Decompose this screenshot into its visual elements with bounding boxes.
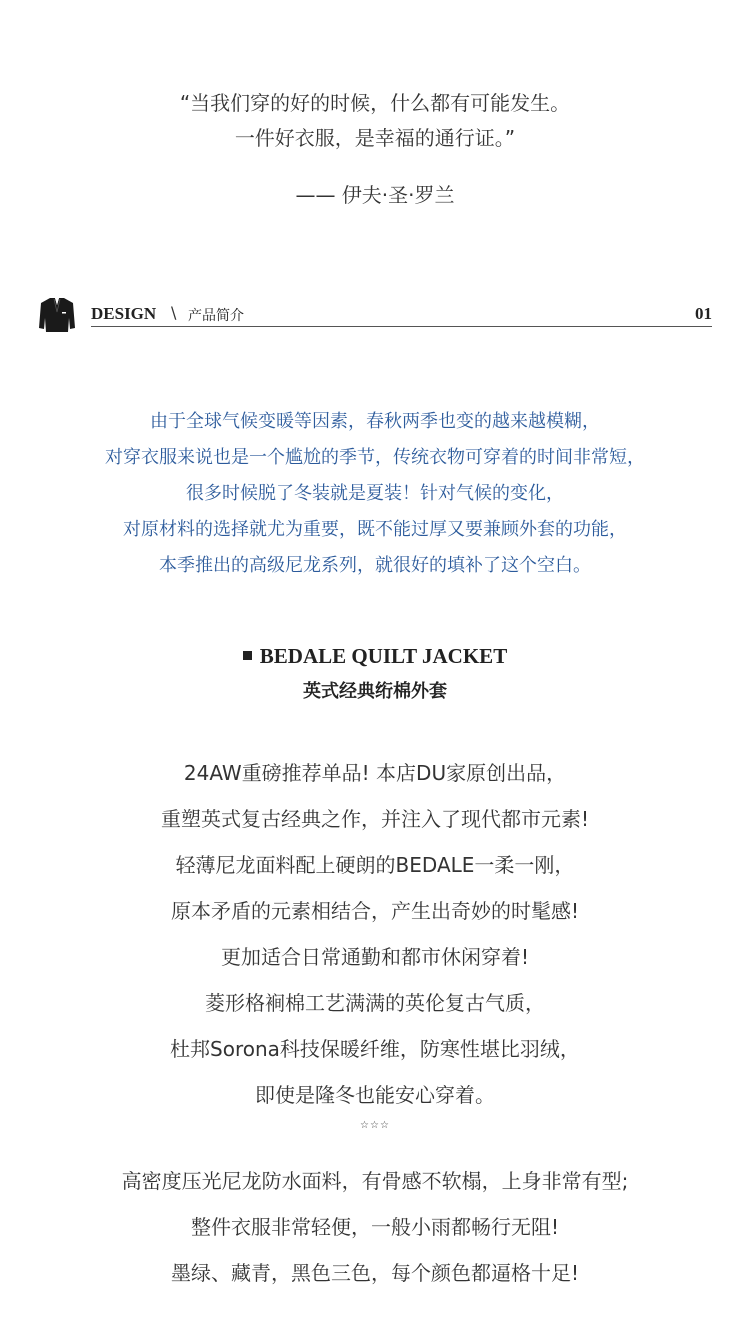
- section-number: 01: [695, 304, 712, 323]
- description-line: 整件衣服非常轻便，一般小雨都畅行无阻!: [190, 1215, 560, 1239]
- description-line: 即使是隆冬也能安心穿着。: [255, 1083, 495, 1107]
- description-line: 重塑英式复古经典之作，并注入了现代都市元素!: [160, 807, 590, 831]
- description-line: 更加适合日常通勤和都市休闲穿着!: [220, 945, 530, 969]
- section-header: [38, 296, 712, 336]
- description-line: 杜邦Sorona科技保暖纤维，防寒性堪比羽绒，: [170, 1037, 580, 1061]
- intro-line: 由于全球气候变暖等因素，春秋两季也变的越来越模糊，: [150, 411, 600, 432]
- quote-line: “当我们穿的好的时候，什么都有可能发生。: [179, 91, 571, 115]
- description-block-2: [0, 1158, 750, 1296]
- square-bullet-icon: [243, 651, 252, 660]
- jacket-icon: [38, 296, 76, 334]
- product-title: [0, 644, 750, 669]
- description-block: [0, 750, 750, 1118]
- design-subtitle: 产品简介: [188, 308, 244, 324]
- description-line: 菱形格裥棉工艺满满的英伦复古气质，: [205, 991, 545, 1015]
- quote-block: [0, 86, 750, 213]
- quote-author: —— 伊夫·圣·罗兰: [295, 183, 455, 207]
- intro-line: 对原材料的选择就尤为重要，既不能过厚又要兼顾外套的功能，: [123, 519, 627, 540]
- design-label: DESIGN: [91, 304, 157, 323]
- description-line: 轻薄尼龙面料配上硬朗的BEDALE一柔一刚，: [175, 853, 575, 877]
- intro-line: 本季推出的高级尼龙系列，就很好的填补了这个空白。: [159, 555, 591, 576]
- intro-line: 对穿衣服来说也是一个尴尬的季节，传统衣物可穿着的时间非常短，: [105, 447, 645, 468]
- design-separator: \: [171, 303, 177, 322]
- product-title-text: BEDALE QUILT JACKET: [259, 644, 508, 668]
- divider-line: [91, 326, 712, 327]
- star-divider: ☆☆☆: [360, 1120, 390, 1131]
- product-subtitle: 英式经典绗棉外套: [303, 681, 447, 702]
- description-line: 原本矛盾的元素相结合，产生出奇妙的时髦感!: [170, 899, 580, 923]
- description-line: 高密度压光尼龙防水面料，有骨感不软榻，上身非常有型;: [121, 1169, 629, 1193]
- description-line: 墨绿、藏青，黑色三色，每个颜色都逼格十足!: [170, 1261, 580, 1285]
- intro-line: 很多时候脱了冬装就是夏装！针对气候的变化，: [186, 483, 564, 504]
- description-line: 24AW重磅推荐单品! 本店DU家原创出品，: [183, 761, 567, 785]
- intro-paragraph: [0, 404, 750, 584]
- quote-line: 一件好衣服，是幸福的通行证。”: [234, 126, 516, 150]
